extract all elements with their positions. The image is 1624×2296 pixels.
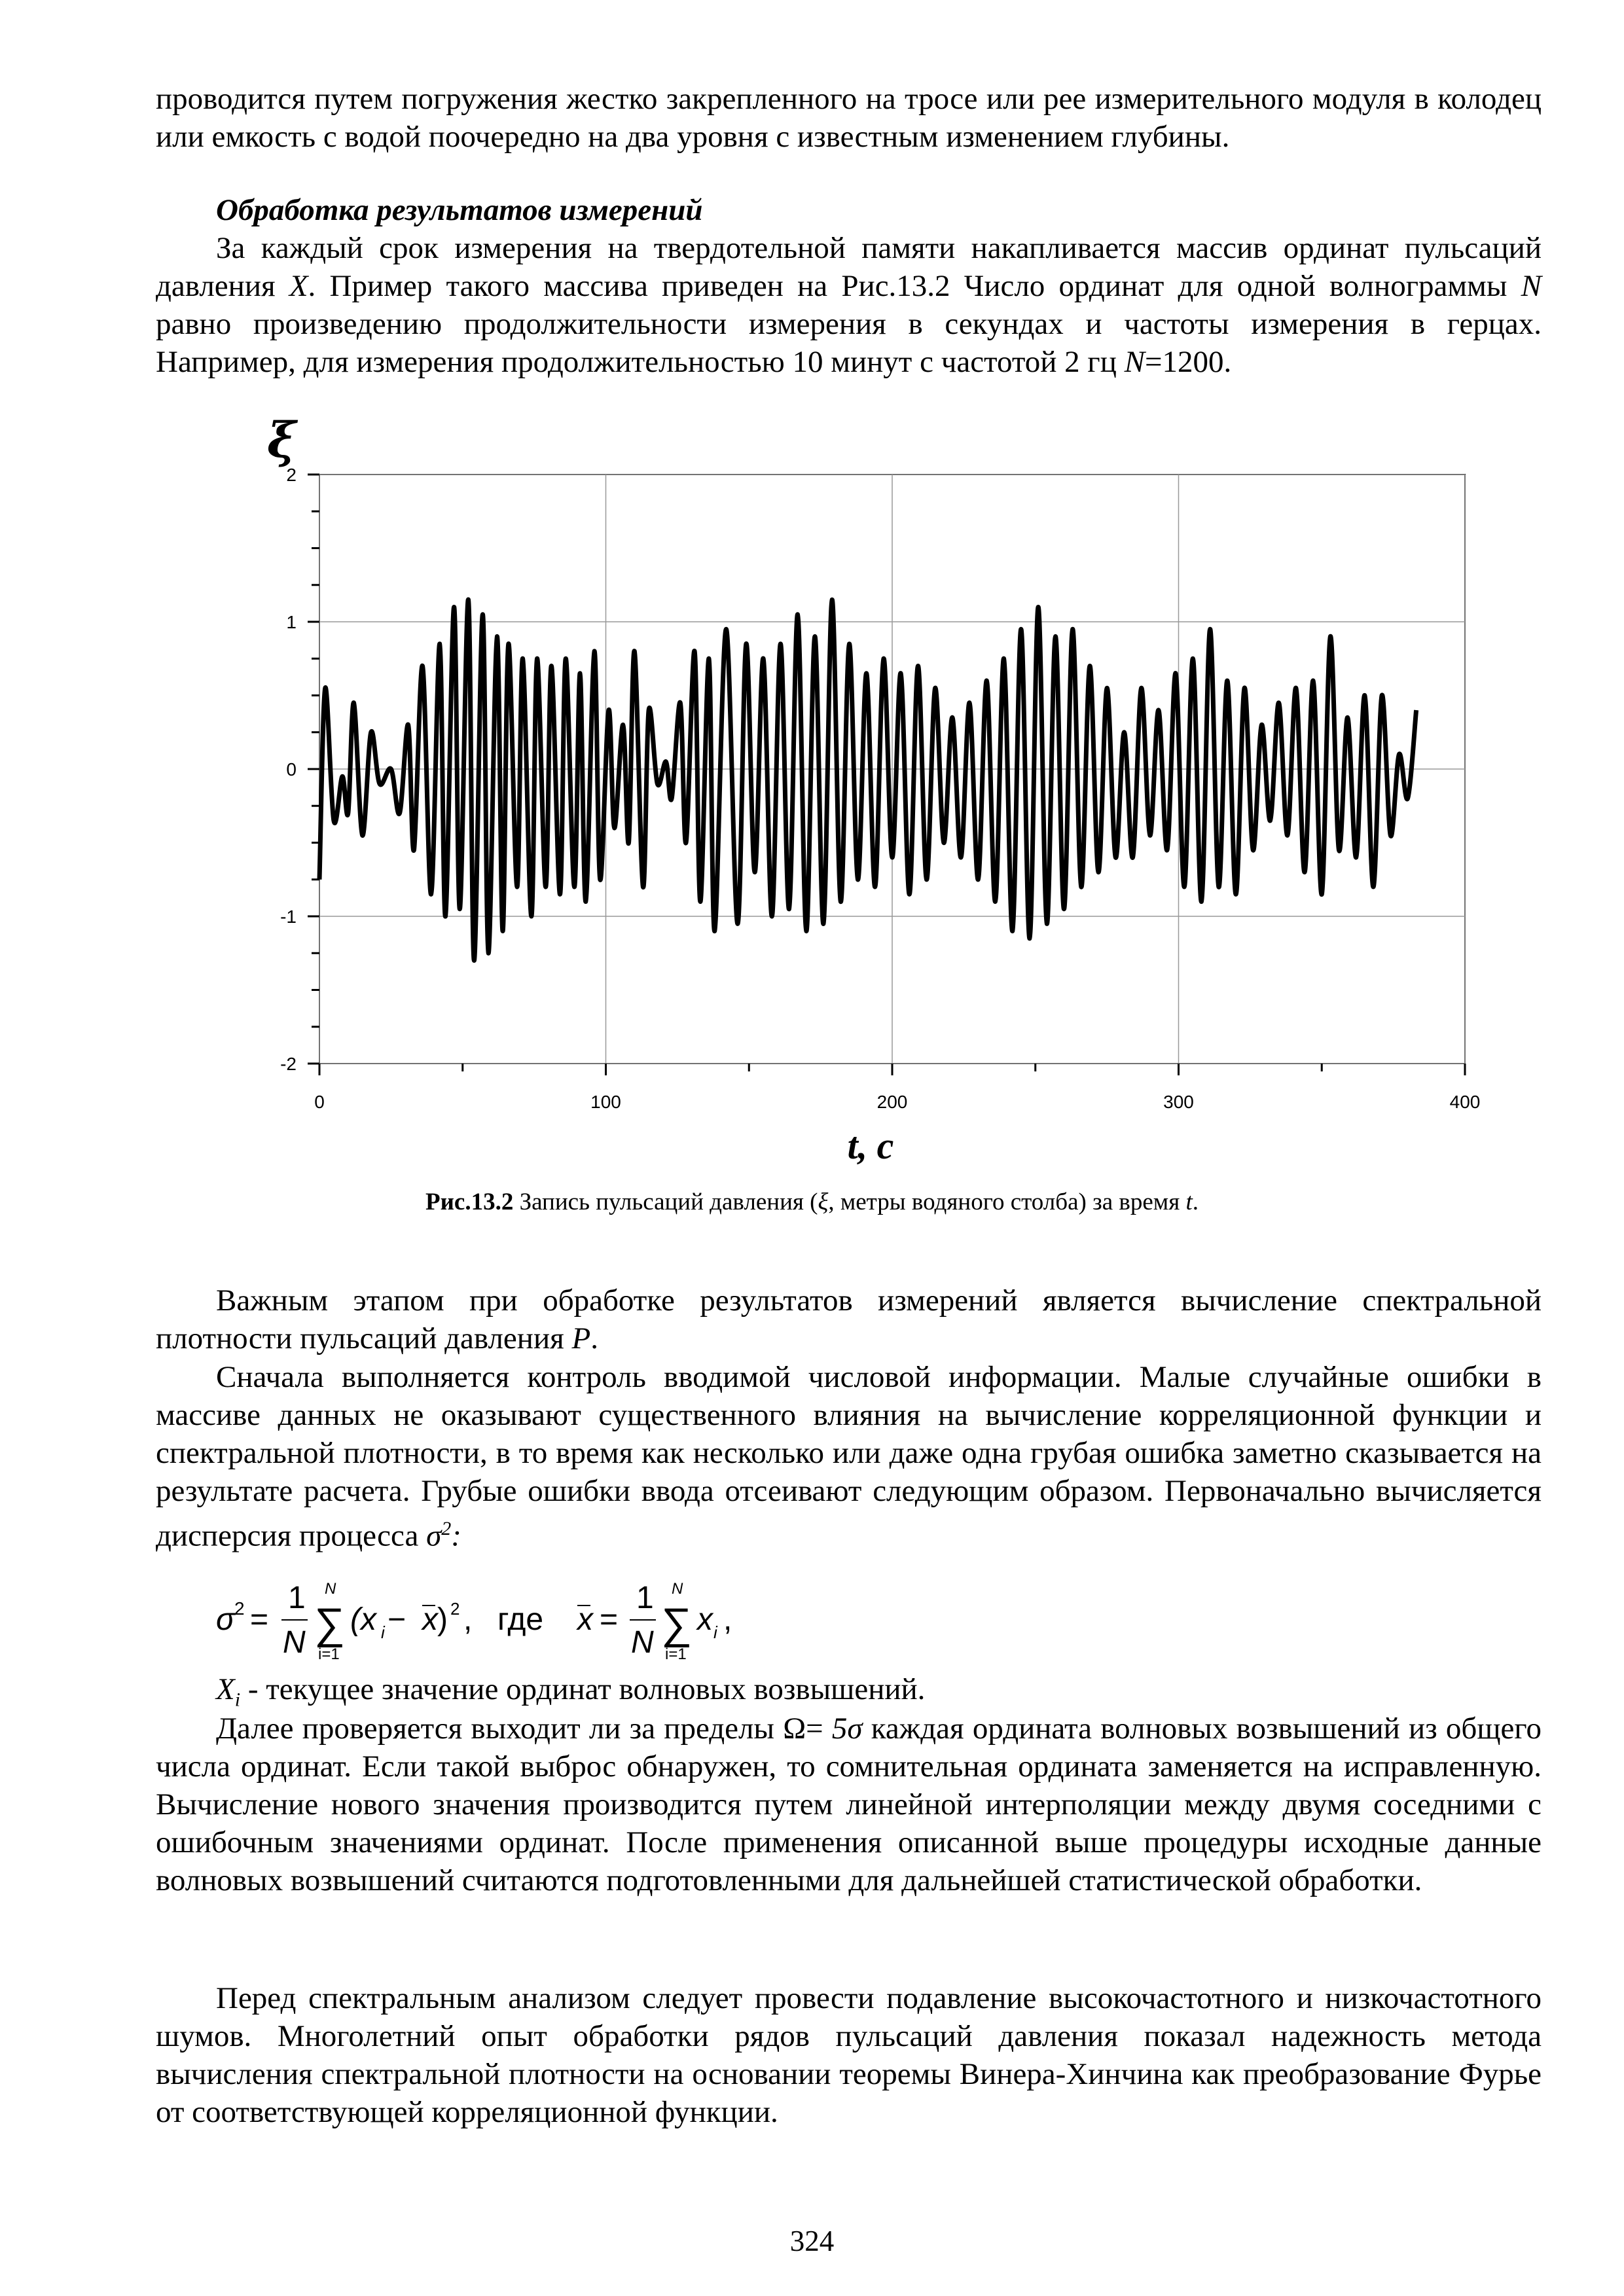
svg-text:σ: σ	[216, 1602, 235, 1637]
x-tick-label: 100	[590, 1092, 621, 1112]
svg-text:=: =	[250, 1602, 269, 1637]
svg-text:∑: ∑	[661, 1599, 693, 1647]
paragraph-5: Перед спектральным анализом следует провести подавление высокочастотного и низкочастотного шумов. Многолетний опыт обработки рядов пульсаций давления показал надежность метода вычисления спектральной плотности на основании теоремы Винера-Хинчина как преобразование Фурье от соответствующей корреляционной функции.	[156, 1981, 1542, 2129]
svg-text:(x: (x	[350, 1602, 376, 1637]
y-tick-label: -1	[280, 906, 297, 927]
svg-text:x: x	[697, 1602, 713, 1637]
svg-text:,: ,	[463, 1602, 473, 1637]
x-axis-label: t, с	[847, 1124, 894, 1167]
section-heading: Обработка результатов измерений	[216, 193, 703, 227]
x-tick-label: 400	[1449, 1092, 1481, 1112]
page-number: 324	[789, 2225, 835, 2257]
svg-text:): )	[437, 1602, 448, 1637]
paragraph-4: Далее проверяется выходит ли за пределы Ω= 5σ каждая ордината волновых возвышений из общего числа ординат. Если такой выброс обнаружен, то сомнительная ордината заменяется на исправленную. Вычисление нового значения производится путем линейной интерполяции между двумя соседними с ошибочным значениями ординат. После применения описанной выше процедуры исходные данные волновых возвышений считаются подготовленными для дальнейшей статистической обработки.	[156, 1712, 1542, 1897]
y-tick-label: 2	[286, 465, 297, 485]
svg-text:N: N	[325, 1580, 336, 1598]
pressure-pulsation-chart	[196, 419, 1492, 1172]
svg-text:=: =	[600, 1602, 619, 1637]
svg-text:где: где	[497, 1602, 544, 1637]
svg-text:x: x	[577, 1602, 593, 1637]
y-tick-label: 1	[286, 612, 297, 632]
series-line	[319, 600, 1416, 960]
svg-text:i=1: i=1	[665, 1645, 687, 1663]
paragraph-2: Важным этапом при обработке результатов измерений является вычисление спектральной плотности пульсаций давления P.	[156, 1283, 1542, 1355]
svg-text:2: 2	[450, 1599, 460, 1619]
svg-text:1: 1	[288, 1581, 306, 1615]
svg-text:i: i	[381, 1623, 385, 1642]
svg-text:−: −	[388, 1602, 406, 1637]
y-tick-label: 0	[286, 759, 297, 780]
svg-text:i: i	[713, 1623, 717, 1642]
paragraph-3: Сначала выполняется контроль вводимой числовой информации. Малые случайные ошибки в массиве данных не оказывают существенного влияния на вычисление корреляционной функции и спектральной плотности, в то время как несколько или даже одна грубая ошибка заметно сказывается на результате расчета. Грубые ошибки ввода отсеивают следующим образом. Первоначально вычисляется дисперсия процесса $\sigma^2$:	[156, 1360, 1542, 1553]
variance-formula	[209, 1568, 799, 1666]
svg-text:1: 1	[636, 1581, 654, 1615]
svg-text:N: N	[631, 1625, 654, 1660]
svg-text:,: ,	[723, 1602, 732, 1637]
x-tick-label: 300	[1163, 1092, 1194, 1112]
svg-text:2: 2	[234, 1598, 245, 1619]
figure-caption: Рис.13.2 Запись пульсаций давления (ξ, метры водяного столба) за время t.	[425, 1189, 1199, 1215]
x-tick-label: 0	[314, 1092, 325, 1112]
svg-text:∑: ∑	[314, 1599, 346, 1647]
xi-definition: $X_i$ - текущее значение ординат волновых возвышений.	[216, 1672, 926, 1711]
y-tick-label: -2	[280, 1054, 297, 1074]
intro-paragraph: проводится путем погружения жестко закрепленного на тросе или рее измерительного модуля в колодец или емкость с водой поочередно на два уровня с известным изменением глубины.	[156, 82, 1542, 154]
paragraph-1: За каждый срок измерения на твердотельной памяти накапливается массив ординат пульсаций давления X. Пример такого массива приведен на Рис.13.2 Число ординат для одной волнограммы N равно произведению продолжительности измерения в секундах и частоты измерения в герцах. Например, для измерения продолжительностью 10 минут с частотой 2 гц N=1200.	[156, 231, 1542, 379]
y-axis-label: ξ	[267, 419, 296, 469]
x-tick-label: 200	[876, 1092, 908, 1112]
svg-text:N: N	[283, 1625, 306, 1660]
svg-text:i=1: i=1	[318, 1645, 340, 1663]
svg-text:x: x	[422, 1602, 438, 1637]
svg-text:N: N	[672, 1580, 683, 1598]
